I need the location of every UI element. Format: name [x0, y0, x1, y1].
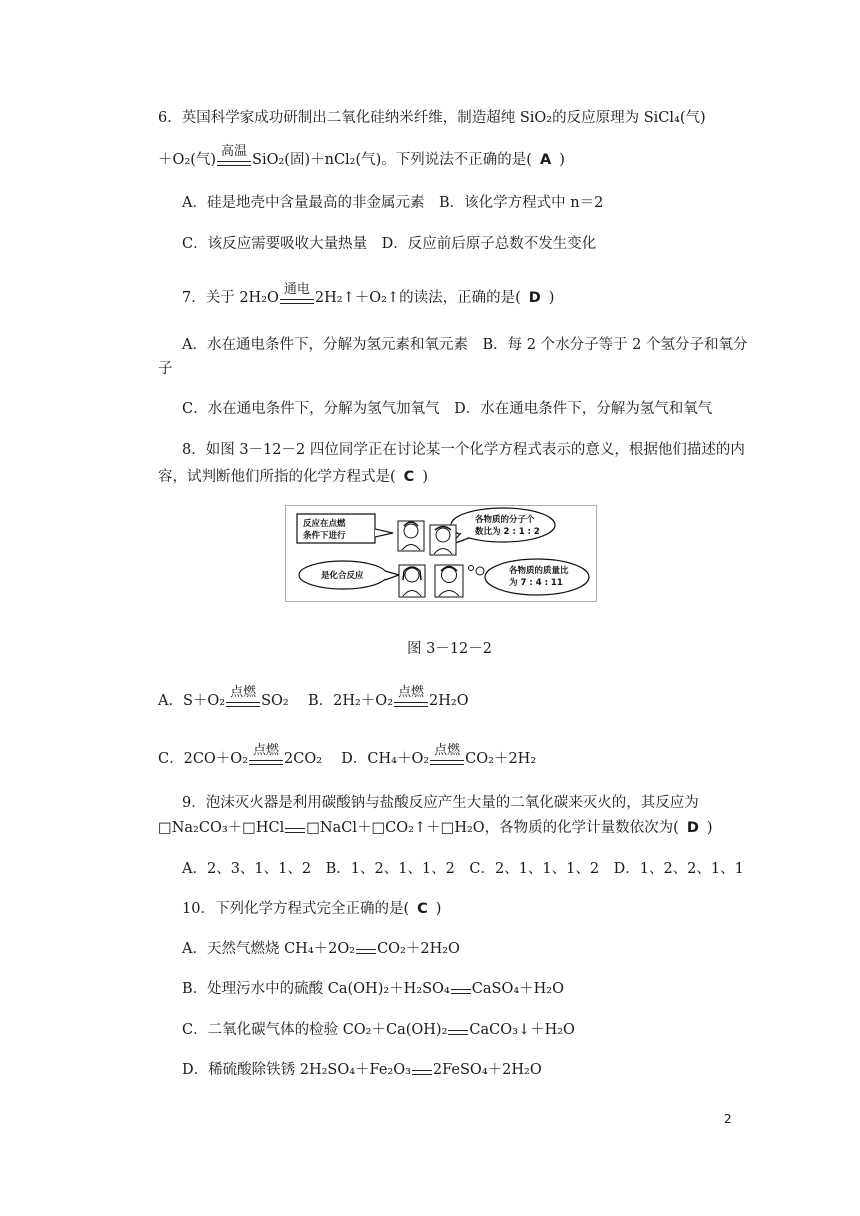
- q8-figure: [285, 505, 597, 602]
- q9-options: A．2、3、1、1、2 B．1、2、1、1、2 C．2、1、1、1、2 D．1、2、2、1、1: [182, 861, 744, 877]
- bubble1-line1: 反应在点燃: [303, 519, 346, 529]
- q10-option-c: [182, 1020, 575, 1040]
- q8-stem-text: 容，试判断他们所指的化学方程式是(: [158, 469, 396, 485]
- q8-options-ab: [158, 685, 469, 711]
- q8-optA-arrow: [226, 685, 260, 711]
- page-number: 2: [724, 1112, 732, 1126]
- q6-close-paren: ): [559, 152, 565, 168]
- q9-answer: D: [686, 820, 699, 836]
- q8-optB-products: 2H₂O: [429, 693, 469, 709]
- q8-optD-reactants: D．CH₄＋O₂: [341, 751, 430, 767]
- q9-products: □NaCl＋□CO₂↑＋□H₂O，各物质的化学计量数依次为(: [306, 820, 679, 836]
- q8-optC-condition: 点燃: [253, 743, 280, 758]
- q6-answer: A: [539, 152, 552, 168]
- q8-stem-line1: 8．如图 3－12－2 四位同学正在讨论某一个化学方程式表示的意义，根据他们描述的内: [182, 442, 745, 458]
- q8-optA-reactants: A．S＋O₂: [158, 693, 226, 709]
- q10-option-d: [182, 1060, 542, 1080]
- q8-optB-arrow: [394, 685, 428, 711]
- q8-optD-products: CO₂＋2H₂: [465, 751, 537, 767]
- q7-options-cd: C．水在通电条件下，分解为氢气加氧气 D．水在通电条件下，分解为氢气和氧气: [182, 401, 713, 417]
- q10-optB-equals: [450, 979, 472, 999]
- q10-optB-reactants: B．处理污水中的硫酸 Ca(OH)₂＋H₂SO₄: [182, 981, 450, 997]
- q9-stem-line1: 9．泡沫灭火器是利用碳酸钠与盐酸反应产生大量的二氧化碳来灭火的，其反应为: [182, 795, 699, 811]
- student-2-illustration: [430, 525, 456, 555]
- q10-optD-equals: [411, 1060, 433, 1080]
- q6-reactants: ＋O₂(气): [158, 152, 217, 168]
- student-4-illustration: [435, 565, 463, 597]
- q10-optC-equals: [447, 1020, 469, 1040]
- q7-reactants: 7．关于 2H₂O: [182, 290, 279, 306]
- q7-stem: [182, 282, 555, 308]
- figure-caption: 图 3－12－2: [407, 641, 493, 657]
- q8-answer: C: [403, 469, 415, 485]
- q10-optB-products: CaSO₄＋H₂O: [471, 981, 564, 997]
- q7-condition: 通电: [283, 282, 310, 297]
- q10-close-paren: ): [435, 901, 442, 917]
- q8-optA-products: SO₂: [261, 693, 289, 709]
- bubble3-text: 是化合反应: [321, 571, 364, 581]
- q10-optA-reactants: A．天然气燃烧 CH₄＋2O₂: [182, 941, 356, 957]
- bubble4-line2: 为 7 : 4 : 11: [509, 578, 563, 588]
- q7-close-paren: ): [548, 290, 555, 306]
- q6-condition: 高温: [221, 144, 248, 159]
- q10-optD-products: 2FeSO₄＋2H₂O: [432, 1062, 542, 1078]
- q7-reaction-arrow: [280, 282, 314, 308]
- q8-optD-arrow: [430, 743, 464, 769]
- bubble2-line2: 数比为 2 : 1 : 2: [475, 527, 540, 537]
- q6-products: SiO₂(固)＋nCl₂(气)。下列说法不正确的是(: [252, 152, 532, 168]
- bubble2-line1: 各物质的分子个: [475, 515, 535, 525]
- q8-optA-condition: 点燃: [230, 685, 257, 700]
- q7-options-ab-line2: 子: [158, 361, 173, 377]
- q8-optB-reactants: B．2H₂＋O₂: [307, 693, 394, 709]
- q6-stem-line2: [158, 144, 565, 170]
- q10-option-b: [182, 979, 564, 999]
- q7-answer: D: [528, 290, 541, 306]
- q10-stem-text: 10．下列化学方程式完全正确的是(: [182, 901, 410, 917]
- q8-close-paren: ): [422, 469, 428, 485]
- q9-equals-sign: [284, 818, 306, 838]
- q8-optB-condition: 点燃: [398, 685, 425, 700]
- bubble4-line1: 各物质的质量比: [509, 566, 569, 576]
- q8-optC-reactants: C．2CO＋O₂: [158, 751, 249, 767]
- q7-products: 2H₂↑＋O₂↑的读法，正确的是(: [314, 290, 521, 306]
- q10-stem: [182, 899, 441, 919]
- q10-answer: C: [417, 901, 428, 917]
- bubble1-line2: 条件下进行: [303, 531, 346, 541]
- q8-optC-arrow: [249, 743, 283, 769]
- q10-optC-reactants: C．二氧化碳气体的检验 CO₂＋Ca(OH)₂: [182, 1022, 448, 1038]
- q6-reaction-arrow: [217, 144, 251, 170]
- q10-option-a: [182, 939, 460, 959]
- q9-close-paren: ): [706, 820, 713, 836]
- q6-options-ab: A．硅是地壳中含量最高的非金属元素 B．该化学方程式中 n＝2: [182, 195, 604, 211]
- student-1-illustration: [398, 521, 424, 551]
- q10-optC-products: CaCO₃↓＋H₂O: [469, 1022, 575, 1038]
- q6-options-cd: C．该反应需要吸收大量热量 D．反应前后原子总数不发生变化: [182, 236, 597, 252]
- q8-options-cd: [158, 743, 537, 769]
- q10-optA-products: CO₂＋2H₂O: [377, 941, 460, 957]
- thought-bubble-4: [485, 559, 589, 595]
- q8-optD-condition: 点燃: [434, 743, 461, 758]
- q7-options-ab-line1: A．水在通电条件下，分解为氢元素和氧元素 B．每 2 个水分子等于 2 个氢分子和氧分: [182, 337, 748, 353]
- q8-stem-line2: [158, 467, 428, 487]
- q9-stem-line2: [158, 818, 713, 838]
- q6-stem-line1: 6．英国科学家成功研制出二氧化硅纳米纤维，制造超纯 SiO₂的反应原理为 SiCl₄(气): [158, 110, 706, 126]
- q8-optC-products: 2CO₂: [284, 751, 323, 767]
- student-3-illustration: [399, 565, 425, 597]
- q10-optA-equals: [355, 939, 377, 959]
- q10-optD-reactants: D．稀硫酸除铁锈 2H₂SO₄＋Fe₂O₃: [182, 1062, 411, 1078]
- q9-reactants: □Na₂CO₃＋□HCl: [158, 820, 285, 836]
